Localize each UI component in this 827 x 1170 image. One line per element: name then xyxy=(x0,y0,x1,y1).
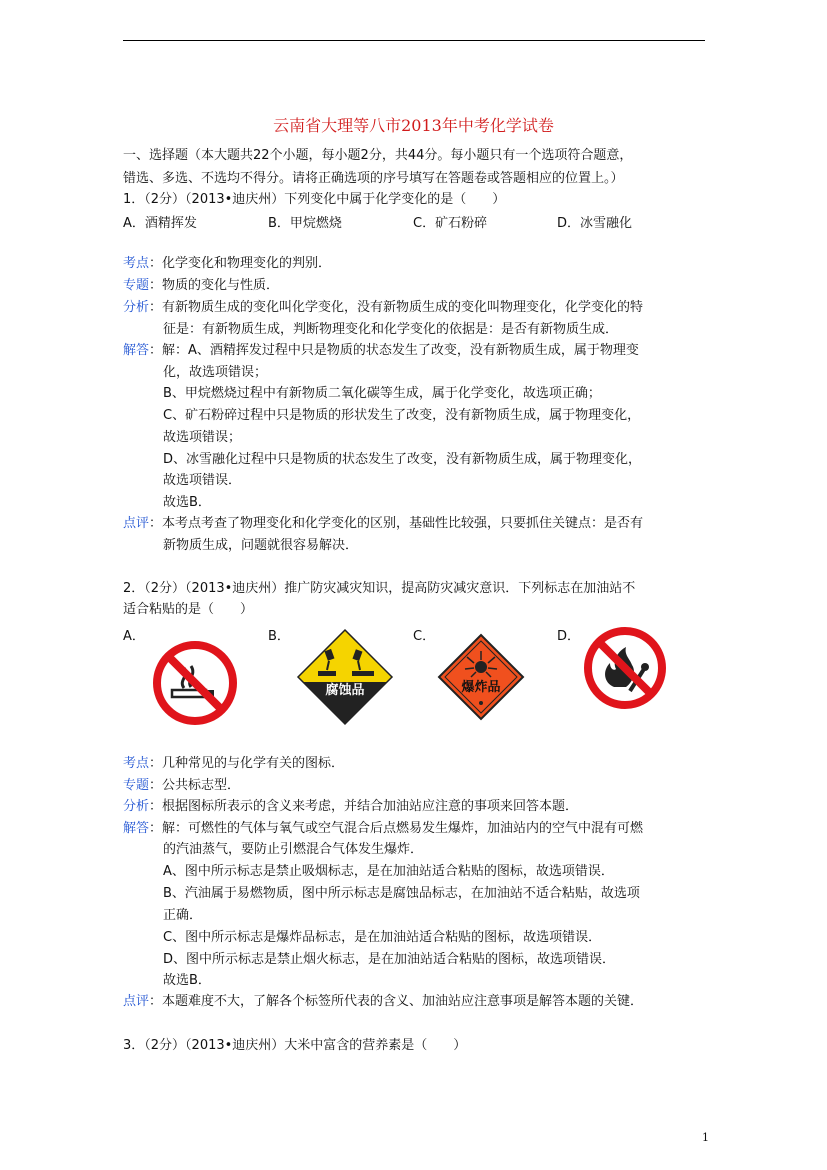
q2-option-a-letter: A． xyxy=(123,629,145,644)
q1-jieda-line: 故选B． xyxy=(163,495,211,510)
q1-option-d: D．冰雪融化 xyxy=(557,216,633,231)
zhuanti-tag: 专题 xyxy=(123,778,150,793)
jieda-tag: 解答 xyxy=(123,821,150,836)
corrosive-sign-icon xyxy=(296,628,394,726)
q1-dianping-cont: 新物质生成，问题就很容易解决． xyxy=(163,538,359,553)
explosive-sign-icon xyxy=(437,633,525,721)
no-smoking-sign-icon xyxy=(150,638,240,728)
q2-option-d-letter: D． xyxy=(557,629,581,644)
section-heading-line2: 错选、多选、不选均不得分。请将正确选项的序号填写在答题卷或答题相应的位置上。） xyxy=(123,171,624,186)
q2-option-c-letter: C． xyxy=(413,629,436,644)
q1-jieda-line: 故选项错误； xyxy=(163,430,242,445)
q1-jieda-line: B、甲烷燃烧过程中有新物质二氧化碳等生成，属于化学变化，故选项正确； xyxy=(163,386,601,401)
q1-option-a: A．酒精挥发 xyxy=(123,216,197,231)
corrosive-sign-label: 腐蚀品 xyxy=(325,683,365,698)
q2-jieda-line: 正确． xyxy=(163,908,203,923)
q1-option-b: B．甲烷燃烧 xyxy=(268,216,342,231)
dianping-tag: 点评 xyxy=(123,994,150,1009)
q1-dianping: 点评：本考点考查了物理变化和化学变化的区别，基础性比较强，只要抓住关键点：是否有 xyxy=(123,516,644,531)
q2-kaodian: 考点：几种常见的与化学有关的图标． xyxy=(123,756,345,771)
q2-jieda-line: A、图中所示标志是禁止吸烟标志，是在加油站适合粘贴的图标，故选项错误． xyxy=(163,864,614,879)
q2-jieda-line: 的汽油蒸气，要防止引燃混合气体发生爆炸． xyxy=(163,842,424,857)
fenxi-tag: 分析 xyxy=(123,300,150,315)
kaodian-tag: 考点 xyxy=(123,756,150,771)
q1-fenxi: 分析：有新物质生成的变化叫化学变化，没有新物质生成的变化叫物理变化，化学变化的特 xyxy=(123,300,644,315)
dianping-tag: 点评 xyxy=(123,516,150,531)
q2-jieda-line: B、汽油属于易燃物质，图中所示标志是腐蚀品标志，在加油站不适合粘贴，故选项 xyxy=(163,886,640,901)
q2-zhuanti: 专题：公共标志型． xyxy=(123,778,241,793)
q2-jieda-line: D、图中所示标志是禁止烟火标志，是在加油站适合粘贴的图标，故选项错误． xyxy=(163,952,616,967)
no-open-flame-sign-icon xyxy=(582,625,668,711)
q2-option-b-letter: B． xyxy=(268,629,290,644)
zhuanti-tag: 专题 xyxy=(123,278,150,293)
q1-jieda-line: C、矿石粉碎过程中只是物质的形状发生了改变，没有新物质生成，属于物理变化， xyxy=(163,408,641,423)
section-heading-line1: 一、选择题（本大题共22个小题，每小题2分，共44分。每小题只有一个选项符合题意， xyxy=(123,148,633,163)
q2-jieda-line: 故选B． xyxy=(163,973,211,988)
q3-stem: 3．（2分）（2013•迪庆州）大米中富含的营养素是（ ） xyxy=(123,1038,467,1053)
q2-stem-line1: 2．（2分）（2013•迪庆州）推广防灾减灾知识，提高防灾减灾意识．下列标志在加油站不 xyxy=(123,581,636,596)
q2-dianping: 点评：本题难度不大，了解各个标签所代表的含义、加油站应注意事项是解答本题的关键． xyxy=(123,994,644,1009)
fenxi-tag: 分析 xyxy=(123,799,150,814)
q1-jieda-line: 化，故选项错误； xyxy=(163,365,268,380)
q2-jieda-line: C、图中所示标志是爆炸品标志，是在加油站适合粘贴的图标，故选项错误． xyxy=(163,930,602,945)
q1-jieda: 解答：解：A、酒精挥发过程中只是物质的状态发生了改变，没有新物质生成，属于物理变 xyxy=(123,343,639,358)
q1-stem: 1．（2分）（2013•迪庆州）下列变化中属于化学变化的是（ ） xyxy=(123,192,506,207)
q1-option-c: C．矿石粉碎 xyxy=(413,216,488,231)
q1-jieda-line: D、冰雪融化过程中只是物质的状态发生了改变，没有新物质生成，属于物理变化， xyxy=(163,452,642,467)
jieda-tag: 解答 xyxy=(123,343,150,358)
page-number: 1 xyxy=(702,1131,709,1144)
q1-fenxi-cont: 征是：有新物质生成，判断物理变化和化学变化的依据是：是否有新物质生成． xyxy=(163,322,619,337)
explosive-sign-label: 爆炸品 xyxy=(461,680,501,695)
q2-jieda: 解答：解：可燃性的气体与氧气或空气混合后点燃易发生爆炸，加油站内的空气中混有可燃 xyxy=(123,821,644,836)
q2-stem-line2: 适合粘贴的是（ ） xyxy=(123,602,254,617)
header-rule xyxy=(123,40,705,41)
kaodian-tag: 考点 xyxy=(123,256,150,271)
q1-jieda-line: 故选项错误． xyxy=(163,473,242,488)
q1-kaodian: 考点：化学变化和物理变化的判别． xyxy=(123,256,332,271)
q2-fenxi: 分析：根据图标所表示的含义来考虑，并结合加油站应注意的事项来回答本题． xyxy=(123,799,579,814)
q1-zhuanti: 专题：物质的变化与性质． xyxy=(123,278,280,293)
exam-title: 云南省大理等八市2013年中考化学试卷 xyxy=(273,116,554,135)
